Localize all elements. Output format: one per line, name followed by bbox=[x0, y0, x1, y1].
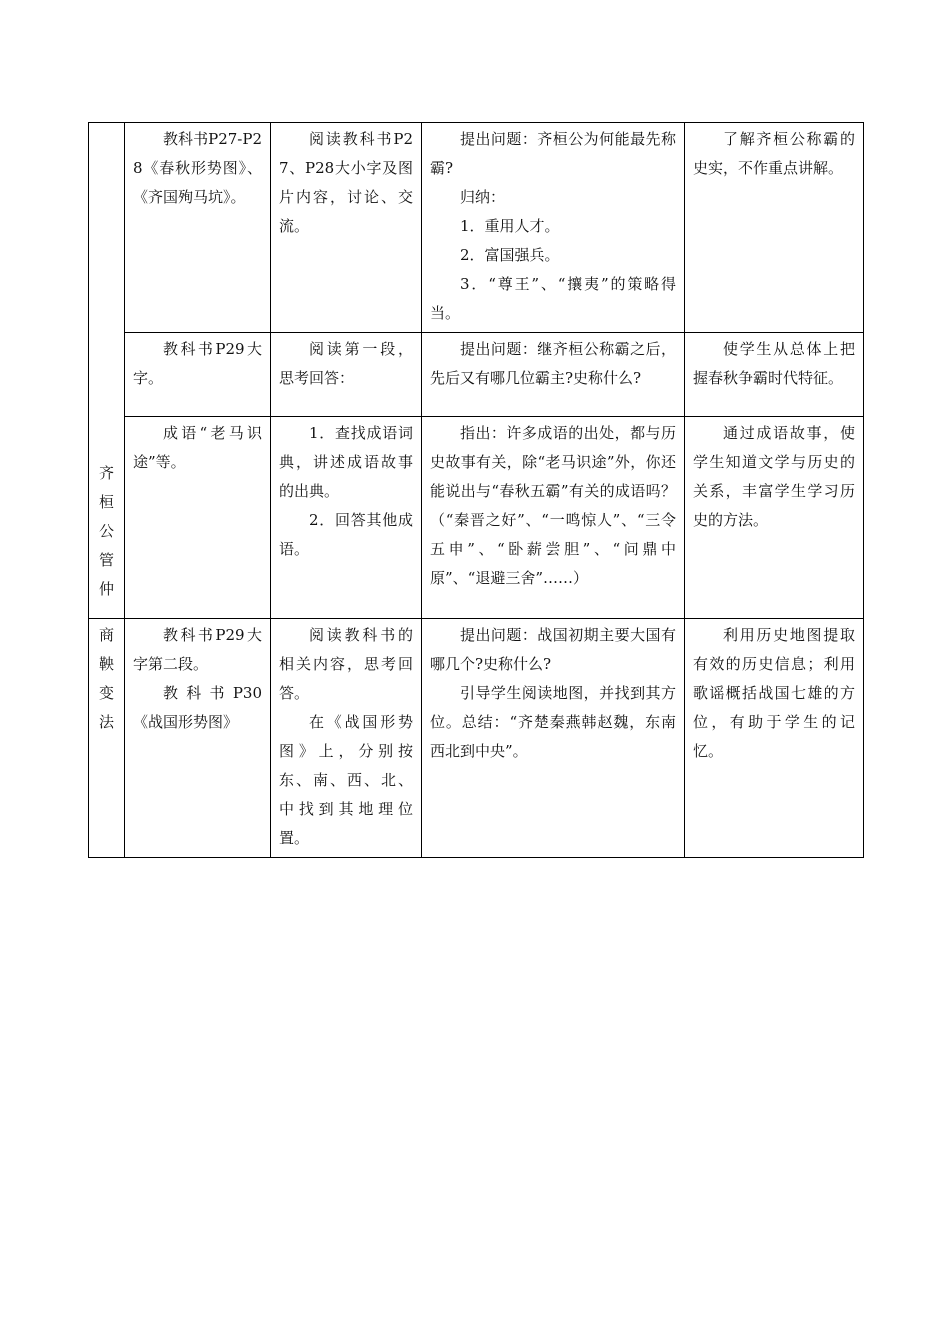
intent-cell bbox=[685, 333, 864, 417]
cell-paragraph: 通过成语故事，使学生知道文学与历史的关系，丰富学生学习历史的方法。 bbox=[693, 424, 855, 529]
section-title-char: 桓 bbox=[98, 493, 114, 511]
cell-paragraph: 归纳： bbox=[460, 188, 506, 206]
section-title-char: 鞅 bbox=[98, 655, 114, 673]
activity-cell bbox=[271, 123, 422, 333]
material-cell bbox=[125, 619, 271, 858]
section-title-char: 公 bbox=[98, 522, 114, 540]
cell-paragraph: 利用历史地图提取有效的历史信息；利用歌谣概括战国七雄的方位，有助于学生的记忆。 bbox=[693, 626, 855, 760]
cell-paragraph: 1．查找成语词典，讲述成语故事的出典。 bbox=[279, 424, 413, 500]
cell-paragraph: 3．“尊王”、“攘夷”的策略得当。 bbox=[430, 275, 676, 322]
intent-cell bbox=[685, 619, 864, 858]
intent-cell bbox=[685, 417, 864, 619]
section-title-char: 变 bbox=[98, 684, 114, 702]
cell-paragraph: 2．回答其他成语。 bbox=[279, 511, 413, 558]
activity-cell bbox=[271, 619, 422, 858]
section-title-cell bbox=[89, 123, 125, 619]
cell-paragraph: 提出问题：齐桓公为何能最先称霸? bbox=[430, 130, 676, 177]
material-cell bbox=[125, 123, 271, 333]
cell-paragraph: 教科书P27-P28《春秋形势图》、《齐国殉马坑》。 bbox=[133, 130, 262, 206]
cell-paragraph: 教科书P29大字。 bbox=[133, 340, 262, 387]
guidance-cell bbox=[422, 333, 685, 417]
table-row bbox=[89, 417, 864, 619]
activity-cell bbox=[271, 417, 422, 619]
activity-cell bbox=[271, 333, 422, 417]
cell-paragraph: 教科书P29大字第二段。 bbox=[133, 626, 262, 673]
cell-paragraph: 引导学生阅读地图，并找到其方位。总结：“齐楚秦燕韩赵魏，东南西北到中央”。 bbox=[430, 684, 676, 760]
section-title-char: 齐 bbox=[98, 464, 114, 482]
section-title-char: 法 bbox=[98, 713, 114, 731]
cell-paragraph: 成语“老马识途”等。 bbox=[133, 424, 262, 471]
table-row bbox=[89, 123, 864, 333]
cell-paragraph: 阅读教科书P27、P28大小字及图片内容，讨论、交流。 bbox=[279, 130, 413, 235]
guidance-cell bbox=[422, 123, 685, 333]
section-title-cell bbox=[89, 619, 125, 858]
cell-paragraph: 阅读教科书的相关内容，思考回答。 bbox=[279, 626, 413, 702]
cell-paragraph: 阅读第一段，思考回答： bbox=[279, 340, 413, 387]
guidance-cell bbox=[422, 619, 685, 858]
cell-paragraph: 提出问题：继齐桓公称霸之后，先后又有哪几位霸主?史称什么? bbox=[430, 340, 676, 387]
cell-paragraph: 在《战国形势图》上，分别按东、南、西、北、中找到其地理位置。 bbox=[279, 713, 413, 847]
cell-paragraph: 了解齐桓公称霸的史实，不作重点讲解。 bbox=[693, 130, 855, 177]
cell-paragraph: 教科书P30《战国形势图》 bbox=[133, 684, 262, 731]
lesson-plan-table bbox=[88, 122, 864, 858]
cell-paragraph: 1．重用人才。 bbox=[460, 217, 560, 235]
section-title-char: 商 bbox=[98, 626, 114, 644]
table-row bbox=[89, 333, 864, 417]
cell-paragraph: 2．富国强兵。 bbox=[460, 246, 560, 264]
section-title-char: 管 bbox=[98, 551, 114, 569]
section-title-char: 仲 bbox=[98, 580, 114, 598]
cell-paragraph: 指出：许多成语的出处，都与历史故事有关，除“老马识途”外，你还能说出与“春秋五霸”有关的成语吗？（“秦晋之好”、“一鸣惊人”、“三令五申”、“卧薪尝胆”、“问鼎中原”、“退避三舍”……） bbox=[430, 424, 676, 587]
material-cell bbox=[125, 417, 271, 619]
cell-paragraph: 使学生从总体上把握春秋争霸时代特征。 bbox=[693, 340, 855, 387]
cell-paragraph: 提出问题：战国初期主要大国有哪几个?史称什么? bbox=[430, 626, 676, 673]
table-row bbox=[89, 619, 864, 858]
material-cell bbox=[125, 333, 271, 417]
guidance-cell bbox=[422, 417, 685, 619]
intent-cell bbox=[685, 123, 864, 333]
